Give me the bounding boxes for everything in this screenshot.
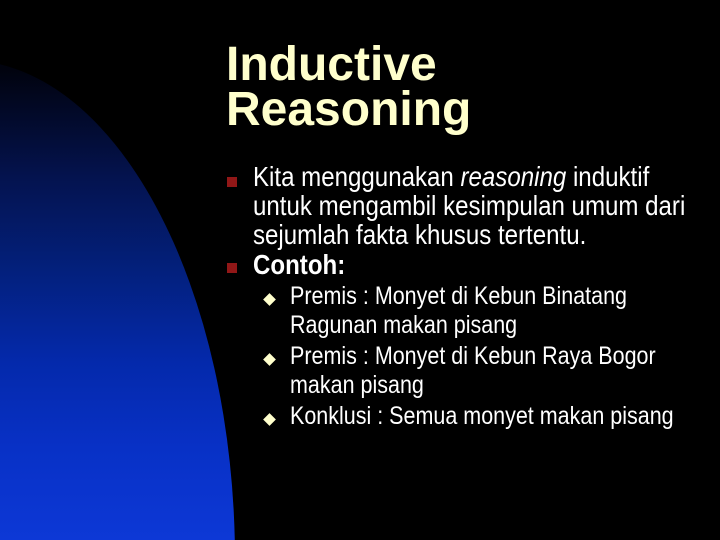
slide-title [226,38,472,136]
paragraph-text: induktif untuk mengambil kesimpulan umum dari sejumlah fakta khusus tertentu. [253,161,686,250]
square-bullet-icon [227,177,237,187]
sub-bullet-item: Konklusi : Semua monyet makan pisang [290,402,674,430]
paragraph-text: Kita menggunakan [253,161,461,192]
sub-bullet-item: Premis : Monyet di Kebun Binatang Ragunan makan pisang [290,282,628,339]
sub-bullet-item: Premis : Monyet di Kebun Raya Bogor makan pisang [290,342,656,399]
bullet-paragraph-1 [253,162,698,249]
title-line-1: Inductive [226,38,437,91]
title-line-2: Reasoning [226,83,472,136]
square-bullet-icon [227,263,237,273]
bullet-paragraph-2: Contoh: [253,249,346,280]
swoosh-ellipse [0,60,235,540]
italic-term: reasoning [460,161,567,192]
